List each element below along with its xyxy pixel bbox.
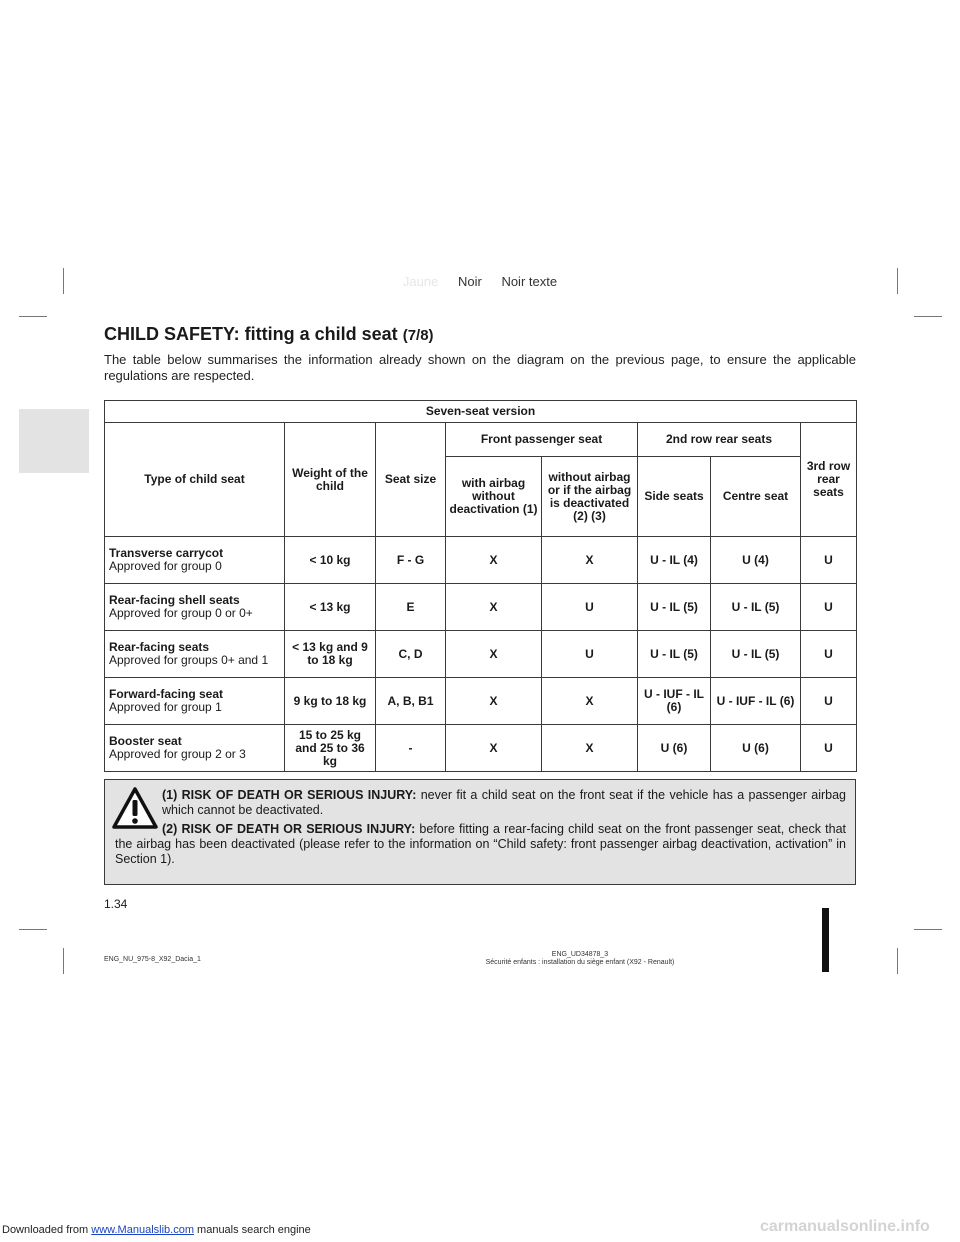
section-code: ENG_UD34878_3 Sécurité enfants : installation du siège enfant (X92 - Renault) bbox=[485, 951, 675, 966]
cell-centre: U (4) bbox=[711, 537, 801, 584]
cell-type: Transverse carrycot Approved for group 0 bbox=[105, 537, 285, 584]
cell-centre: U - IL (5) bbox=[711, 584, 801, 631]
page-marker-bar bbox=[822, 908, 829, 972]
warning-paragraph-1: (1) RISK OF DEATH OR SERIOUS INJURY: never fit a child seat on the front seat if the vehicle has a passenger airbag which cannot be deactivated. bbox=[162, 788, 846, 817]
header-size: Seat size bbox=[376, 423, 446, 537]
color-label-noir-texte: Noir texte bbox=[501, 274, 558, 289]
watermark: carmanualsonline.info bbox=[760, 1218, 930, 1235]
page-title bbox=[104, 324, 434, 345]
cell-front-airbag: X bbox=[446, 631, 542, 678]
cell-front-airbag: X bbox=[446, 537, 542, 584]
manualslib-link[interactable]: www.Manualslib.com bbox=[91, 1224, 194, 1236]
cell-size: F - G bbox=[376, 537, 446, 584]
crop-mark bbox=[914, 929, 942, 930]
header-second-row: 2nd row rear seats bbox=[638, 423, 801, 457]
cell-side: U (6) bbox=[638, 725, 711, 772]
color-label-jaune: Jaune bbox=[402, 274, 439, 289]
cell-weight: < 13 kg and 9 to 18 kg bbox=[285, 631, 376, 678]
cell-weight: < 13 kg bbox=[285, 584, 376, 631]
color-label-noir: Noir bbox=[457, 274, 482, 289]
table-caption: Seven-seat version bbox=[105, 401, 857, 423]
cell-centre: U - IUF - IL (6) bbox=[711, 678, 801, 725]
cell-side: U - IL (5) bbox=[638, 631, 711, 678]
warning-paragraph-2: (2) RISK OF DEATH OR SERIOUS INJURY: before fitting a rear-facing child seat on the front passenger seat, check that the airbag has been deactivated (please refer to the information on “Child safety: front passenger airbag deactivation, activation” in Section 1). bbox=[115, 822, 847, 866]
cell-front-noairbag: U bbox=[542, 584, 638, 631]
cell-size: A, B, B1 bbox=[376, 678, 446, 725]
cell-side: U - IUF - IL (6) bbox=[638, 678, 711, 725]
document-code: ENG_NU_975-8_X92_Dacia_1 bbox=[104, 956, 201, 963]
cell-centre: U - IL (5) bbox=[711, 631, 801, 678]
crop-mark bbox=[914, 316, 942, 317]
cell-type: Booster seat Approved for group 2 or 3 bbox=[105, 725, 285, 772]
cell-front-airbag: X bbox=[446, 678, 542, 725]
cell-side: U - IL (4) bbox=[638, 537, 711, 584]
title-main: CHILD SAFETY: fitting a child seat bbox=[104, 324, 398, 344]
cell-side: U - IL (5) bbox=[638, 584, 711, 631]
cell-type: Rear-facing seats Approved for groups 0+ and 1 bbox=[105, 631, 285, 678]
cell-front-noairbag: U bbox=[542, 631, 638, 678]
child-seat-table bbox=[104, 400, 857, 772]
header-centre-seat: Centre seat bbox=[711, 457, 801, 537]
crop-mark bbox=[19, 929, 47, 930]
cell-third: U bbox=[801, 537, 857, 584]
cell-weight: < 10 kg bbox=[285, 537, 376, 584]
cell-size: E bbox=[376, 584, 446, 631]
cell-size: - bbox=[376, 725, 446, 772]
table-row bbox=[105, 631, 857, 678]
cell-front-noairbag: X bbox=[542, 537, 638, 584]
cell-type: Forward-facing seat Approved for group 1 bbox=[105, 678, 285, 725]
cell-front-airbag: X bbox=[446, 584, 542, 631]
crop-mark bbox=[19, 316, 47, 317]
header-third-row: 3rd row rear seats bbox=[801, 423, 857, 537]
header-weight: Weight of the child bbox=[285, 423, 376, 537]
cell-third: U bbox=[801, 631, 857, 678]
page-number: 1.34 bbox=[104, 897, 128, 911]
cell-front-noairbag: X bbox=[542, 678, 638, 725]
intro-paragraph: The table below summarises the information already shown on the diagram on the previous page, to ensure the applicable regulations are respected. bbox=[104, 352, 856, 383]
color-separation-labels bbox=[0, 274, 960, 289]
header-without-airbag: without airbag or if the airbag is deactivated (2) (3) bbox=[542, 457, 638, 537]
cell-third: U bbox=[801, 725, 857, 772]
cell-third: U bbox=[801, 678, 857, 725]
table-row bbox=[105, 584, 857, 631]
header-with-airbag: with airbag without deactivation (1) bbox=[446, 457, 542, 537]
table-row bbox=[105, 678, 857, 725]
cell-type: Rear-facing shell seats Approved for group 0 or 0+ bbox=[105, 584, 285, 631]
download-footer: Downloaded from www.Manualslib.com manuals search engine bbox=[2, 1224, 311, 1236]
header-front: Front passenger seat bbox=[446, 423, 638, 457]
cell-weight: 9 kg to 18 kg bbox=[285, 678, 376, 725]
crop-mark bbox=[63, 948, 64, 974]
header-side-seats: Side seats bbox=[638, 457, 711, 537]
title-part: (7/8) bbox=[402, 327, 434, 344]
cell-front-noairbag: X bbox=[542, 725, 638, 772]
section-tab bbox=[19, 409, 89, 473]
table-row bbox=[105, 537, 857, 584]
header-type: Type of child seat bbox=[105, 423, 285, 537]
cell-centre: U (6) bbox=[711, 725, 801, 772]
cell-weight: 15 to 25 kg and 25 to 36 kg bbox=[285, 725, 376, 772]
crop-mark bbox=[897, 948, 898, 974]
cell-front-airbag: X bbox=[446, 725, 542, 772]
table-row bbox=[105, 725, 857, 772]
cell-size: C, D bbox=[376, 631, 446, 678]
cell-third: U bbox=[801, 584, 857, 631]
